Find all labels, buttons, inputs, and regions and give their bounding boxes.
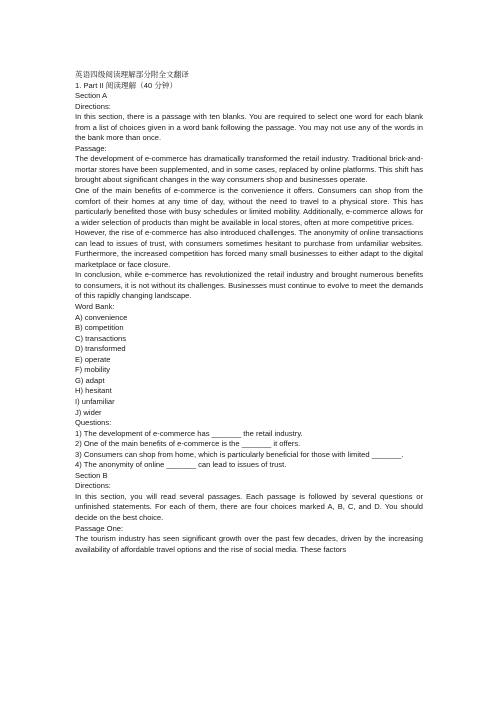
word-bank-item: I) unfamiliar [75, 396, 115, 406]
word-bank-item: F) mobility [75, 365, 111, 375]
part-heading: 1. Part II 阅读理解（40 分钟） [75, 80, 178, 90]
passage-one-paragraph: The tourism industry has seen significant growth over the past few decades, driven by the increasing availability of affordable travel options and the rise of social media. These factors [75, 534, 423, 554]
word-bank-item: B) competition [75, 323, 124, 333]
passage-paragraph: However, the rise of e-commerce has also introduced challenges. The anonymity of online transactions can lead to issues of trust, with consumers sometimes hesitant to purchase from unfamiliar websites. Furthermore, the increased competition has forced many small businesses to either adapt to the digital marketplace or face closure. [75, 228, 423, 269]
questions-label: Questions: [75, 418, 112, 428]
question-item: 1) The development of e-commerce has _______ the retail industry. [75, 428, 303, 438]
section-a-directions-label: Directions: [75, 101, 111, 111]
passage-one-label: Passage One: [75, 523, 124, 533]
word-bank-item: D) transformed [75, 344, 126, 354]
word-bank-label: Word Bank: [75, 302, 115, 312]
passage-label: Passage: [75, 143, 107, 153]
passage-paragraph: The development of e-commerce has dramatically transformed the retail industry. Traditional brick-and-mortar stores have been supplemented, and in some cases, replaced by online platforms. This shift has brought about significant changes in the way consumers shop and businesses operate. [75, 154, 423, 185]
word-bank-item: E) operate [75, 354, 111, 364]
section-b-directions-label: Directions: [75, 481, 111, 491]
question-item: 4) The anonymity of online _______ can lead to issues of trust. [75, 460, 287, 470]
passage-paragraph: One of the main benefits of e-commerce is the convenience it offers. Consumers can shop from the comfort of their homes at any time of day, without the need to travel to a physical store. This has particularly benefited those with busy schedules or limited mobility. Additionally, e-commerce allows for a wider selection of products than might be available in local stores, often at more competitive prices. [75, 186, 423, 227]
word-bank-item: C) transactions [75, 333, 127, 343]
document-body [75, 70, 423, 555]
passage-paragraph: In conclusion, while e-commerce has revolutionized the retail industry and brought numerous benefits to consumers, it is not without its challenges. Businesses must continue to evolve to meet the demands of this rapidly changing landscape. [75, 270, 423, 301]
document-title: 英语四级阅读理解部分附全文翻译 [75, 70, 189, 79]
section-a-label: Section A [75, 91, 108, 101]
word-bank-item: J) wider [75, 407, 102, 417]
question-item: 2) One of the main benefits of e-commerce is the _______ it offers. [75, 439, 301, 449]
section-b-label: Section B [75, 470, 108, 480]
word-bank-item: H) hesitant [75, 386, 112, 396]
section-a-directions: In this section, there is a passage with ten blanks. You are required to select one word for each blank from a list of choices given in a word bank following the passage. You may not use any of the words in the bank more than once. [75, 112, 423, 143]
word-bank-item: G) adapt [75, 375, 105, 385]
section-b-directions: In this section, you will read several passages. Each passage is followed by several questions or unfinished statements. For each of them, there are four choices marked A, B, C, and D. You should decide on the best choice. [75, 491, 423, 522]
question-item: 3) Consumers can shop from home, which is particularly beneficial for those with limited _______. [75, 449, 404, 459]
word-bank-item: A) convenience [75, 312, 128, 322]
